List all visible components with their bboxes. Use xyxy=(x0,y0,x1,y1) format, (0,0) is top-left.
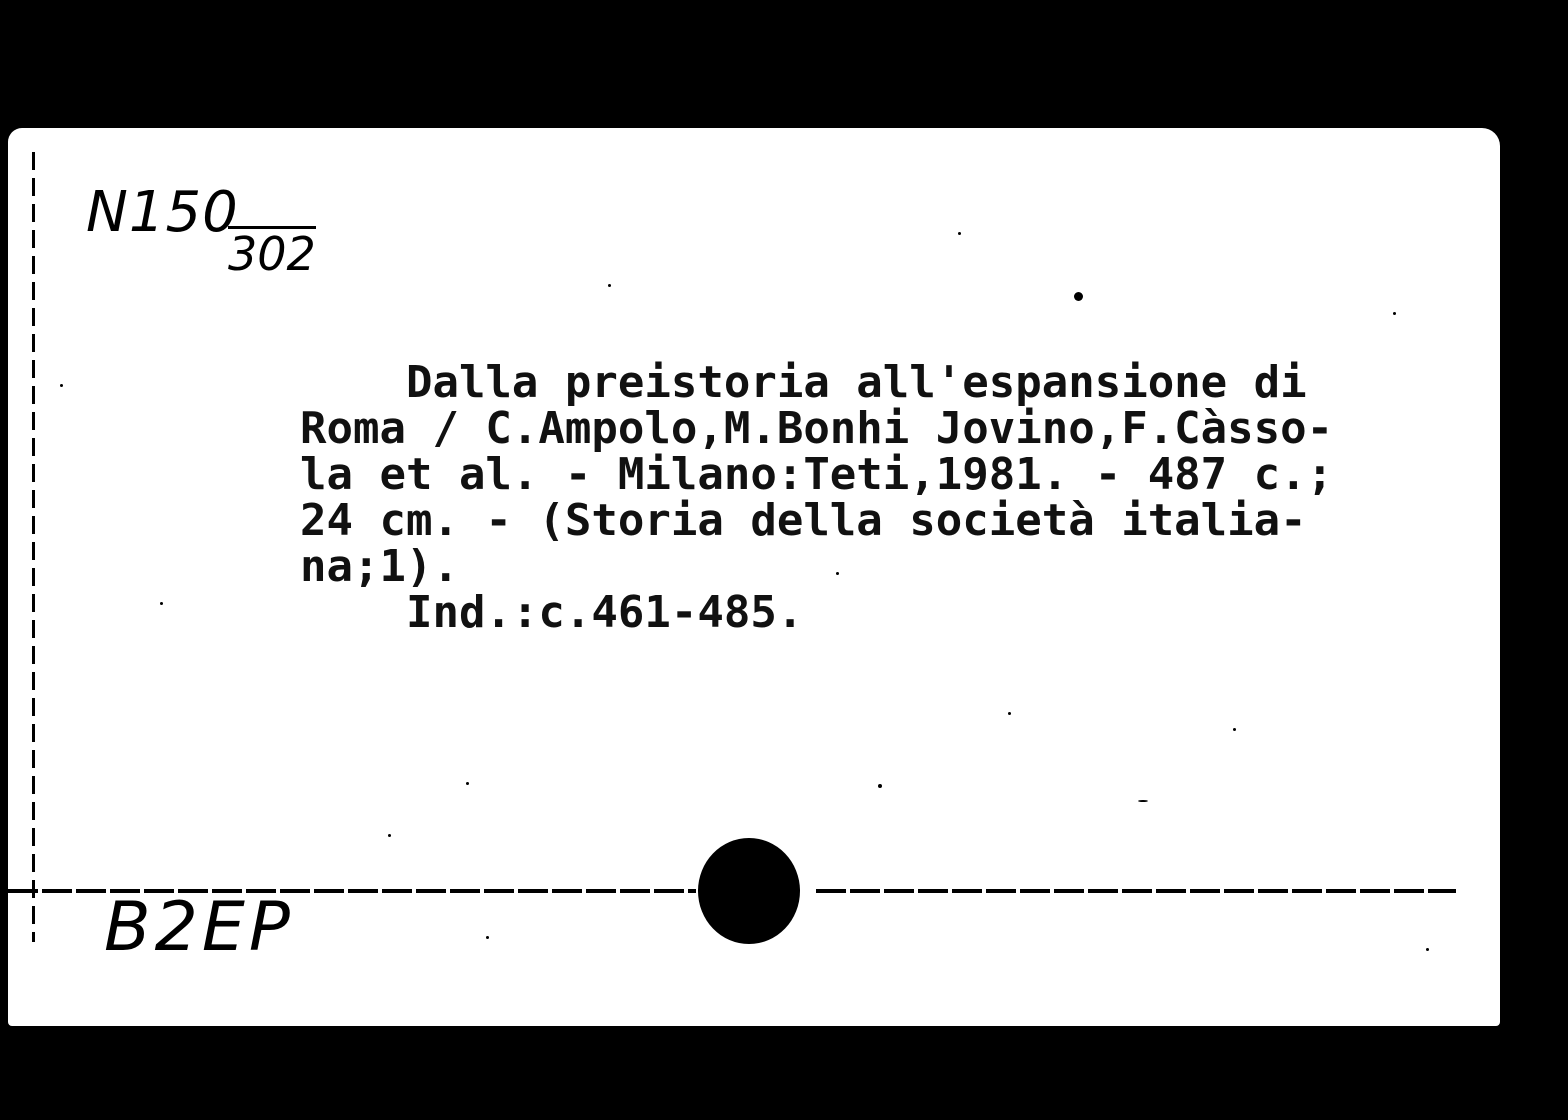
call-number-main: N150 xyxy=(86,180,239,245)
scan-speck xyxy=(1008,712,1011,715)
scan-speck xyxy=(608,284,611,287)
title-line-1: Dalla preistoria all'espansione di xyxy=(300,357,1307,408)
catalog-card xyxy=(8,128,1500,1026)
scan-speck xyxy=(1393,312,1396,315)
index-note: Ind.:c.461-485. xyxy=(300,587,804,638)
title-line-3: la et al. - Milano:Teti,1981. - 487 c.; xyxy=(300,449,1334,500)
scan-speck xyxy=(486,936,489,939)
scan-speck xyxy=(1426,948,1429,951)
scan-speck xyxy=(1074,292,1083,301)
bottom-rule-right xyxy=(816,889,1456,893)
card-left-border xyxy=(32,152,35,942)
call-number-sub: 302 xyxy=(228,227,316,281)
scan-speck xyxy=(388,834,391,837)
punch-hole xyxy=(698,838,800,944)
title-line-5: na;1). xyxy=(300,541,459,592)
shelf-mark: B2EP xyxy=(104,888,294,967)
title-line-2: Roma / C.Ampolo,M.Bonhi Jovino,F.Càsso- xyxy=(300,403,1334,454)
scan-speck xyxy=(1233,728,1236,731)
scan-speck xyxy=(60,384,63,387)
scan-speck xyxy=(878,784,882,788)
scan-speck xyxy=(160,602,163,605)
scan-speck xyxy=(836,572,839,575)
scan-speck xyxy=(1138,800,1148,802)
title-line-4: 24 cm. - (Storia della società italia- xyxy=(300,495,1307,546)
scan-speck xyxy=(958,232,961,235)
scan-speck xyxy=(466,782,469,785)
